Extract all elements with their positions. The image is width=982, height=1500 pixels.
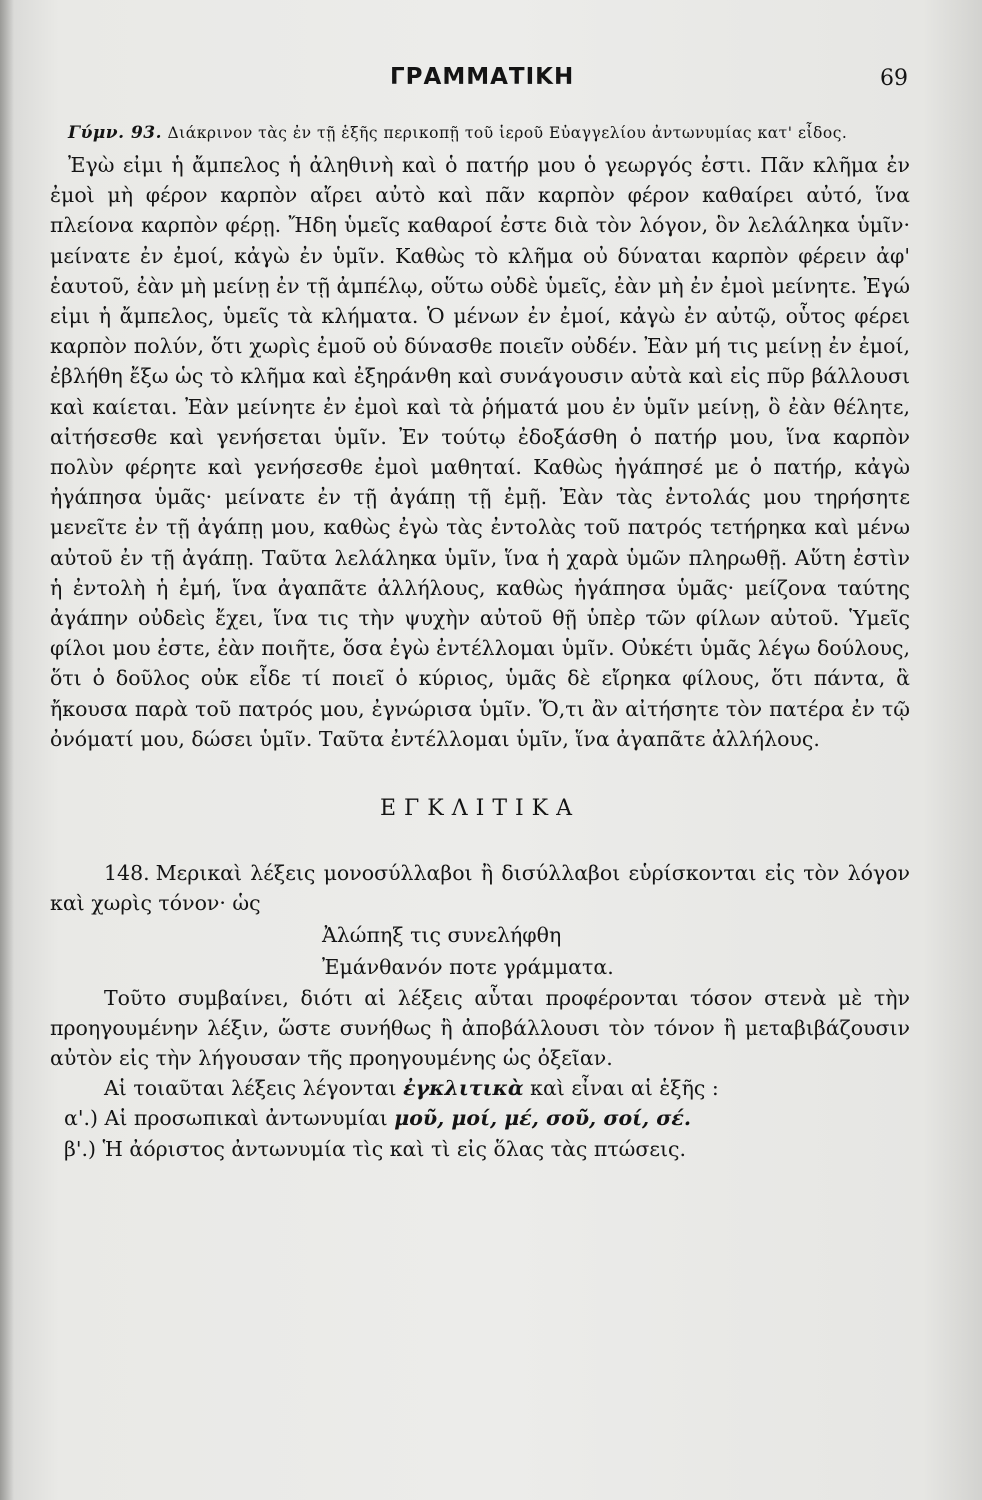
paragraph-number: 148. <box>104 861 150 886</box>
exercise-text: Διάκρινον τὰς ἐν τῇ ἑξῆς περικοπῇ τοῦ ἱεροῦ Εὐαγγελίου ἀντωνυμίας κατ' εἶδος. <box>167 124 848 142</box>
list-text: Ἡ ἀόριστος ἀντωνυμία τὶς καὶ τὶ εἰς ὅλας τὰς πτώσεις. <box>102 1136 687 1161</box>
page-header <box>0 60 982 100</box>
exercise-instruction <box>50 122 910 144</box>
list-marker: β'.) <box>64 1136 97 1161</box>
paragraph-intro: Μερικαὶ λέξεις μονοσύλλαβοι ἢ δισύλλαβοι εὑρίσκονται εἰς τὸν λόγον καὶ χωρὶς τόνον· ὡς <box>50 861 910 916</box>
definition-paragraph <box>50 1073 910 1103</box>
example-line: Ἀλώπηξ τις συνελήφθη <box>322 922 562 947</box>
page-content <box>50 122 910 1164</box>
explanation-paragraph: Τοῦτο συμβαίνει, διότι αἱ λέξεις αὗται προφέρονται τόσον στενὰ μὲ τὴν προηγουμένην λέξιν, ὥστε συνήθως ἢ ἀποβάλλουσι τὸν τόνον ἢ μεταβιβάζουσιν αὐτὸν εἰς τὴν λήγουσαν τῆς προηγουμένης ὡς ὀξεῖαν. <box>50 985 910 1071</box>
gospel-passage: Ἐγὼ εἰμι ἡ ἄμπελος ἡ ἀληθινὴ καὶ ὁ πατήρ μου ὁ γεωργός ἐστι. Πᾶν κλῆμα ἐν ἐμοὶ μὴ φέρον καρπὸν αἴρει αὐτὸ καὶ πᾶν καρπὸν φέρον καθαίρει αὐτό, ἵνα πλείονα καρπὸν φέρῃ. Ἤδη ὑμεῖς καθαροί ἐστε διὰ τὸν λόγον, ὃν λελάληκα ὑμῖν· μείνατε ἐν ἐμοί, κἀγὼ ἐν ὑμῖν. Καθὼς τὸ κλῆμα οὐ δύναται καρπὸν φέρειν ἀφ' ἑαυτοῦ, ἐὰν μὴ μείνῃ ἐν τῇ ἀμπέλῳ, οὕτω οὐδὲ ὑμεῖς, ἐὰν μὴ ἐν ἐμοὶ μείνητε. Ἐγώ εἰμι ἡ ἄμπελος, ὑμεῖς τὰ κλήματα. Ὁ μένων ἐν ἐμοί, κἀγὼ ἐν αὐτῷ, οὗτος φέρει καρπὸν πολύν, ὅτι χωρὶς ἐμοῦ οὐ δύνασθε ποιεῖν οὐδέν. Ἐὰν μή τις μείνῃ ἐν ἐμοί, ἐβλήθη ἔξω ὡς τὸ κλῆμα καὶ ἐξηράνθη καὶ συνάγουσιν αὐτὰ καὶ εἰς πῦρ βάλλουσι καὶ καίεται. Ἐὰν μείνητε ἐν ἐμοὶ καὶ τὰ ῥήματά μου ἐν ὑμῖν μείνῃ, ὃ ἐὰν θέλητε, αἰτήσεσθε καὶ γενήσεται ὑμῖν. Ἐν τούτῳ ἐδοξάσθη ὁ πατήρ μου, ἵνα καρπὸν πολὺν φέρητε καὶ γενήσεσθε ἐμοὶ μαθηταί. Καθὼς ἠγάπησέ με ὁ πατήρ, κἀγὼ ἠγάπησα ὑμᾶς· μείνατε ἐν τῇ ἀγάπῃ τῇ ἐμῇ. Ἐὰν τὰς ἐντολάς μου τηρήσητε μενεῖτε ἐν τῇ ἀγάπῃ μου, καθὼς ἐγὼ τὰς ἐντολὰς τοῦ πατρός τετήρηκα καὶ μένω αὐτοῦ ἐν τῇ ἀγάπῃ. Ταῦτα λελάληκα ὑμῖν, ἵνα ἡ χαρὰ ὑμῶν πληρωθῇ. Αὕτη ἐστὶν ἡ ἐντολὴ ἡ ἐμή, ἵνα ἀγαπᾶτε ἀλλήλους, καθὼς ἠγάπησα ὑμᾶς· μείζονα ταύτης ἀγάπην οὐδεὶς ἔχει, ἵνα τις τὴν ψυχὴν αὐτοῦ θῇ ὑπὲρ τῶν φίλων αὐτοῦ. Ὑμεῖς φίλοι μου ἐστε, ἐὰν ποιῆτε, ὅσα ἐγὼ ἐντέλλομαι ὑμῖν. Οὐκέτι ὑμᾶς λέγω δούλους, ὅτι ὁ δοῦλος οὐκ εἶδε τί ποιεῖ ὁ κύριος, ὑμᾶς δὲ εἴρηκα φίλους, ὅτι πάντα, ἃ ἤκουσα παρὰ τοῦ πατρός μου, ἐγνώρισα ὑμῖν. Ὅ,τι ἂν αἰτήσητε τὸν πατέρα ἐν τῷ ὀνόματί μου, δώσει ὑμῖν. Ταῦτα ἐντέλλομαι ὑμῖν, ἵνα ἀγαπᾶτε ἀλλήλους. <box>50 153 910 751</box>
page-number: 69 <box>880 66 908 91</box>
list-item <box>50 1103 910 1133</box>
paragraph-148 <box>50 858 910 918</box>
list-item <box>50 1134 910 1164</box>
definition-term: ἐγκλιτικὰ <box>403 1076 524 1101</box>
running-title: ΓΡΑΜΜΑΤΙΚΗ <box>390 64 575 90</box>
list-marker: α'.) <box>64 1106 98 1131</box>
exercise-label: Γύμν. 93. <box>68 123 163 143</box>
section-title: ΕΓΚΛΙΤΙΚΑ <box>379 796 581 822</box>
definition-after: καὶ εἶναι αἱ ἑξῆς : <box>530 1076 719 1101</box>
example-line: Ἐμάνθανόν ποτε γράμματα. <box>322 954 614 979</box>
definition-before: Αἱ τοιαῦται λέξεις λέγονται <box>104 1076 397 1101</box>
page-edge-shadow <box>0 0 14 1500</box>
list-words: μοῦ, μοί, μέ, σοῦ, σοί, σέ. <box>394 1106 692 1131</box>
list-text: Αἱ προσωπικαὶ ἀντωνυμίαι <box>104 1106 388 1131</box>
